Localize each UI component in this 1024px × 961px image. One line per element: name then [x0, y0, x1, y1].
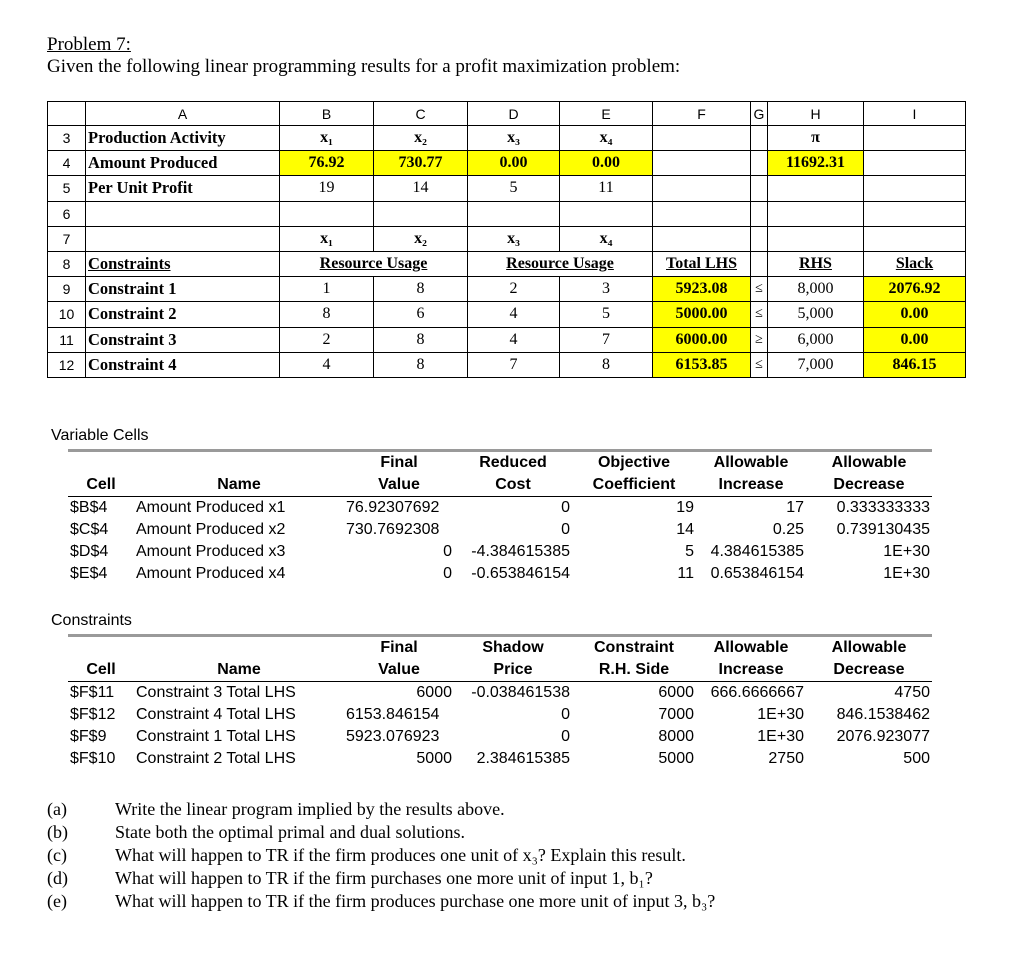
- cell-ref: $E$4: [70, 565, 108, 582]
- header-cell: Coefficient: [572, 474, 696, 497]
- cell-b9: 1: [280, 277, 374, 302]
- header-cell: Name: [134, 474, 344, 497]
- cell-i11: 0.00: [864, 327, 966, 352]
- cell-c10: 6: [374, 302, 468, 327]
- header-cell: [134, 636, 344, 660]
- cell-a7: [86, 226, 280, 251]
- cell-e4: 0.00: [560, 151, 653, 176]
- header-cell: Decrease: [806, 474, 932, 497]
- cell-name: Constraint 4 Total LHS: [136, 706, 296, 723]
- constraints-table: [68, 634, 932, 770]
- cell-i5: [864, 176, 966, 201]
- cell-d6: [468, 201, 560, 226]
- resource-usage-header-1: Resource Usage: [280, 251, 468, 276]
- row-label: Constraints: [86, 251, 280, 276]
- cell-g7: [751, 226, 768, 251]
- header-cell: [134, 451, 344, 475]
- final-value: 0: [443, 543, 452, 560]
- cell-i4: [864, 151, 966, 176]
- cell-c9: 8: [374, 277, 468, 302]
- cell-f3: [653, 126, 751, 151]
- column-header-row: [48, 102, 966, 126]
- cell-i6: [864, 201, 966, 226]
- sheet-row: [48, 327, 966, 352]
- table-row: [68, 497, 932, 520]
- rhs-header: RHS: [768, 251, 864, 276]
- allowable-decrease: 500: [903, 750, 930, 767]
- cell-b6: [280, 201, 374, 226]
- cell-e10: 5: [560, 302, 653, 327]
- cell-e5: 11: [560, 176, 653, 201]
- row-label: Amount Produced: [86, 151, 280, 176]
- cell-e12: 8: [560, 352, 653, 377]
- allowable-increase: 2750: [768, 750, 804, 767]
- cell-ref: $F$10: [70, 750, 116, 767]
- constraint-rhs: 7000: [658, 706, 694, 723]
- allowable-increase: 0.25: [772, 521, 804, 538]
- cell-h7: [768, 226, 864, 251]
- cell-b10: 8: [280, 302, 374, 327]
- row-number: 8: [48, 251, 86, 276]
- allowable-decrease: 2076.923077: [836, 728, 930, 745]
- cell-name: Constraint 2 Total LHS: [136, 750, 296, 767]
- header-cell: Cost: [454, 474, 572, 497]
- variable-cells-title: Variable Cells: [51, 427, 149, 444]
- cell-h11: 6,000: [768, 327, 864, 352]
- cell-g6: [751, 201, 768, 226]
- cell-f11: 6000.00: [653, 327, 751, 352]
- cell-h10: 5,000: [768, 302, 864, 327]
- header-cell: Allowable: [806, 636, 932, 660]
- cell-c5: 14: [374, 176, 468, 201]
- row-number: 10: [48, 302, 86, 327]
- row-label: Constraint 2: [86, 302, 280, 327]
- cell-d9: 2: [468, 277, 560, 302]
- report-header-row: [68, 451, 932, 475]
- cell-i10: 0.00: [864, 302, 966, 327]
- cell-ref: $F$12: [70, 706, 116, 723]
- cell-b3: x₁: [280, 126, 374, 151]
- cell-d3: x₃: [468, 126, 560, 151]
- row-number: 3: [48, 126, 86, 151]
- cell-i12: 846.15: [864, 352, 966, 377]
- header-cell: Reduced: [454, 451, 572, 475]
- cell-b7: x₁: [280, 226, 374, 251]
- cell-a6: [86, 201, 280, 226]
- reduced-cost: 0: [561, 499, 570, 516]
- question-text: Write the linear program implied by the results above.: [115, 799, 505, 819]
- sheet-row: [48, 201, 966, 226]
- question-label: (c): [47, 845, 67, 865]
- final-value: 76.92307692: [346, 499, 440, 516]
- cell-c3: x₂: [374, 126, 468, 151]
- cell-f9: 5923.08: [653, 277, 751, 302]
- table-row: [68, 519, 932, 541]
- cell-b12: 4: [280, 352, 374, 377]
- column-header-c: C: [374, 102, 468, 126]
- cell-h6: [768, 201, 864, 226]
- cell-g5: [751, 176, 768, 201]
- allowable-increase: 4.384615385: [710, 543, 804, 560]
- question-text: State both the optimal primal and dual solutions.: [115, 822, 465, 842]
- final-value: 6153.846154: [346, 706, 440, 723]
- cell-c12: 8: [374, 352, 468, 377]
- constraints-title: Constraints: [51, 612, 132, 629]
- cell-d5: 5: [468, 176, 560, 201]
- sheet-row: [48, 302, 966, 327]
- question-label: (b): [47, 822, 68, 842]
- table-row: [68, 541, 932, 563]
- shadow-price: -0.038461538: [471, 684, 570, 701]
- sheet-row: [48, 251, 966, 276]
- allowable-decrease: 4750: [894, 684, 930, 701]
- header-cell: Allowable: [806, 451, 932, 475]
- header-cell: R.H. Side: [572, 659, 696, 682]
- header-cell: Cell: [68, 659, 134, 682]
- table-row: [68, 563, 932, 585]
- cell-b4: 76.92: [280, 151, 374, 176]
- allowable-decrease: 1E+30: [883, 565, 930, 582]
- cell-d11: 4: [468, 327, 560, 352]
- cell-name: Amount Produced x3: [136, 543, 286, 560]
- row-number: 4: [48, 151, 86, 176]
- slack-header: Slack: [864, 251, 966, 276]
- header-cell: Price: [454, 659, 572, 682]
- total-lhs-header: Total LHS: [653, 251, 751, 276]
- allowable-increase: 0.653846154: [710, 565, 804, 582]
- reduced-cost: -4.384615385: [471, 543, 570, 560]
- row-number: 12: [48, 352, 86, 377]
- column-header-b: B: [280, 102, 374, 126]
- cell-h4: 11692.31: [768, 151, 864, 176]
- row-number: 11: [48, 327, 86, 352]
- problem-title: Problem 7:: [47, 34, 131, 55]
- cell-ref: $F$9: [70, 728, 107, 745]
- row-label: Constraint 3: [86, 327, 280, 352]
- constraint-rhs: 5000: [658, 750, 694, 767]
- header-cell: Shadow: [454, 636, 572, 660]
- cell-g4: [751, 151, 768, 176]
- header-cell: Allowable: [696, 451, 806, 475]
- table-row: [68, 748, 932, 770]
- spreadsheet-grid: [47, 101, 966, 378]
- row-number: 7: [48, 226, 86, 251]
- header-cell: Objective: [572, 451, 696, 475]
- sheet-row: [48, 352, 966, 377]
- cell-e3: x₄: [560, 126, 653, 151]
- inequality-sign: ≤: [751, 352, 768, 377]
- cell-name: Constraint 1 Total LHS: [136, 728, 296, 745]
- allowable-increase: 1E+30: [757, 706, 804, 723]
- cell-f7: [653, 226, 751, 251]
- table-row: [68, 726, 932, 748]
- question-a: [47, 799, 505, 820]
- cell-e9: 3: [560, 277, 653, 302]
- sheet-row: [48, 226, 966, 251]
- cell-d4: 0.00: [468, 151, 560, 176]
- header-cell: [68, 451, 134, 475]
- table-row: [68, 682, 932, 705]
- cell-b11: 2: [280, 327, 374, 352]
- header-cell: Constraint: [572, 636, 696, 660]
- cell-name: Amount Produced x4: [136, 565, 286, 582]
- cell-h3: π: [768, 126, 864, 151]
- cell-d12: 7: [468, 352, 560, 377]
- report-header-row: [68, 659, 932, 682]
- inequality-sign: ≤: [751, 302, 768, 327]
- cell-e6: [560, 201, 653, 226]
- cell-name: Amount Produced x1: [136, 499, 286, 516]
- cell-i7: [864, 226, 966, 251]
- header-cell: [68, 636, 134, 660]
- cell-h5: [768, 176, 864, 201]
- allowable-decrease: 1E+30: [883, 543, 930, 560]
- shadow-price: 0: [561, 728, 570, 745]
- inequality-sign: ≥: [751, 327, 768, 352]
- row-label: Per Unit Profit: [86, 176, 280, 201]
- question-text: What will happen to TR if the firm purchases one more unit of input 1, b₁?: [115, 868, 653, 888]
- cell-b5: 19: [280, 176, 374, 201]
- cell-name: Amount Produced x2: [136, 521, 286, 538]
- objective-coefficient: 14: [676, 521, 694, 538]
- cell-e11: 7: [560, 327, 653, 352]
- cell-f10: 5000.00: [653, 302, 751, 327]
- resource-usage-header-2: Resource Usage: [468, 251, 653, 276]
- cell-d10: 4: [468, 302, 560, 327]
- cell-h12: 7,000: [768, 352, 864, 377]
- cell-e7: x₄: [560, 226, 653, 251]
- shadow-price: 0: [561, 706, 570, 723]
- cell-i3: [864, 126, 966, 151]
- question-d: [47, 868, 653, 889]
- cell-c11: 8: [374, 327, 468, 352]
- final-value: 730.7692308: [346, 521, 440, 538]
- final-value: 6000: [416, 684, 452, 701]
- row-number: 5: [48, 176, 86, 201]
- header-cell: Final: [344, 636, 454, 660]
- header-cell: Allowable: [696, 636, 806, 660]
- final-value: 5923.076923: [346, 728, 440, 745]
- row-label: Constraint 1: [86, 277, 280, 302]
- column-header-a: A: [86, 102, 280, 126]
- cell-c7: x₂: [374, 226, 468, 251]
- header-cell: Name: [134, 659, 344, 682]
- objective-coefficient: 5: [685, 543, 694, 560]
- inequality-sign: ≤: [751, 277, 768, 302]
- allowable-decrease: 846.1538462: [836, 706, 930, 723]
- allowable-decrease: 0.333333333: [836, 499, 930, 516]
- row-number: 9: [48, 277, 86, 302]
- column-header-g: G: [751, 102, 768, 126]
- constraint-rhs: 8000: [658, 728, 694, 745]
- question-text: What will happen to TR if the firm produces one unit of x₃? Explain this result.: [115, 845, 686, 865]
- cell-name: Constraint 3 Total LHS: [136, 684, 296, 701]
- cell-g8: [751, 251, 768, 276]
- problem-intro: Given the following linear programming results for a profit maximization problem:: [47, 56, 681, 77]
- question-label: (e): [47, 891, 67, 911]
- column-header-h: H: [768, 102, 864, 126]
- column-header-d: D: [468, 102, 560, 126]
- allowable-increase: 1E+30: [757, 728, 804, 745]
- sheet-row: [48, 151, 966, 176]
- row-label: Constraint 4: [86, 352, 280, 377]
- header-cell: Cell: [68, 474, 134, 497]
- column-header-e: E: [560, 102, 653, 126]
- header-cell: Final: [344, 451, 454, 475]
- cell-c6: [374, 201, 468, 226]
- reduced-cost: -0.653846154: [471, 565, 570, 582]
- shadow-price: 2.384615385: [476, 750, 570, 767]
- question-label: (d): [47, 868, 68, 888]
- corner-cell: [48, 102, 86, 126]
- question-b: [47, 822, 465, 843]
- table-row: [68, 704, 932, 726]
- reduced-cost: 0: [561, 521, 570, 538]
- header-cell: Value: [344, 474, 454, 497]
- cell-ref: $F$11: [70, 684, 115, 701]
- cell-ref: $D$4: [70, 543, 109, 560]
- allowable-decrease: 0.739130435: [836, 521, 930, 538]
- sheet-row: [48, 277, 966, 302]
- objective-coefficient: 19: [676, 499, 694, 516]
- final-value: 5000: [416, 750, 452, 767]
- allowable-increase: 666.6666667: [710, 684, 804, 701]
- cell-ref: $C$4: [70, 521, 109, 538]
- column-header-i: I: [864, 102, 966, 126]
- question-label: (a): [47, 799, 67, 819]
- sheet-row: [48, 176, 966, 201]
- header-cell: Decrease: [806, 659, 932, 682]
- cell-ref: $B$4: [70, 499, 108, 516]
- question-c: [47, 845, 686, 866]
- final-value: 0: [443, 565, 452, 582]
- cell-h9: 8,000: [768, 277, 864, 302]
- cell-f6: [653, 201, 751, 226]
- cell-f4: [653, 151, 751, 176]
- question-e: [47, 891, 715, 912]
- cell-d7: x₃: [468, 226, 560, 251]
- allowable-increase: 17: [786, 499, 804, 516]
- report-header-row: [68, 636, 932, 660]
- header-cell: Increase: [696, 474, 806, 497]
- cell-i9: 2076.92: [864, 277, 966, 302]
- cell-f5: [653, 176, 751, 201]
- sheet-row: [48, 126, 966, 151]
- row-label: Production Activity: [86, 126, 280, 151]
- header-cell: Increase: [696, 659, 806, 682]
- cell-g3: [751, 126, 768, 151]
- objective-coefficient: 11: [677, 565, 694, 582]
- variable-cells-table: [68, 449, 932, 585]
- report-header-row: [68, 474, 932, 497]
- column-header-f: F: [653, 102, 751, 126]
- cell-f12: 6153.85: [653, 352, 751, 377]
- constraint-rhs: 6000: [658, 684, 694, 701]
- question-text: What will happen to TR if the firm produces purchase one more unit of input 3, b₃?: [115, 891, 716, 911]
- row-number: 6: [48, 201, 86, 226]
- header-cell: Value: [344, 659, 454, 682]
- cell-c4: 730.77: [374, 151, 468, 176]
